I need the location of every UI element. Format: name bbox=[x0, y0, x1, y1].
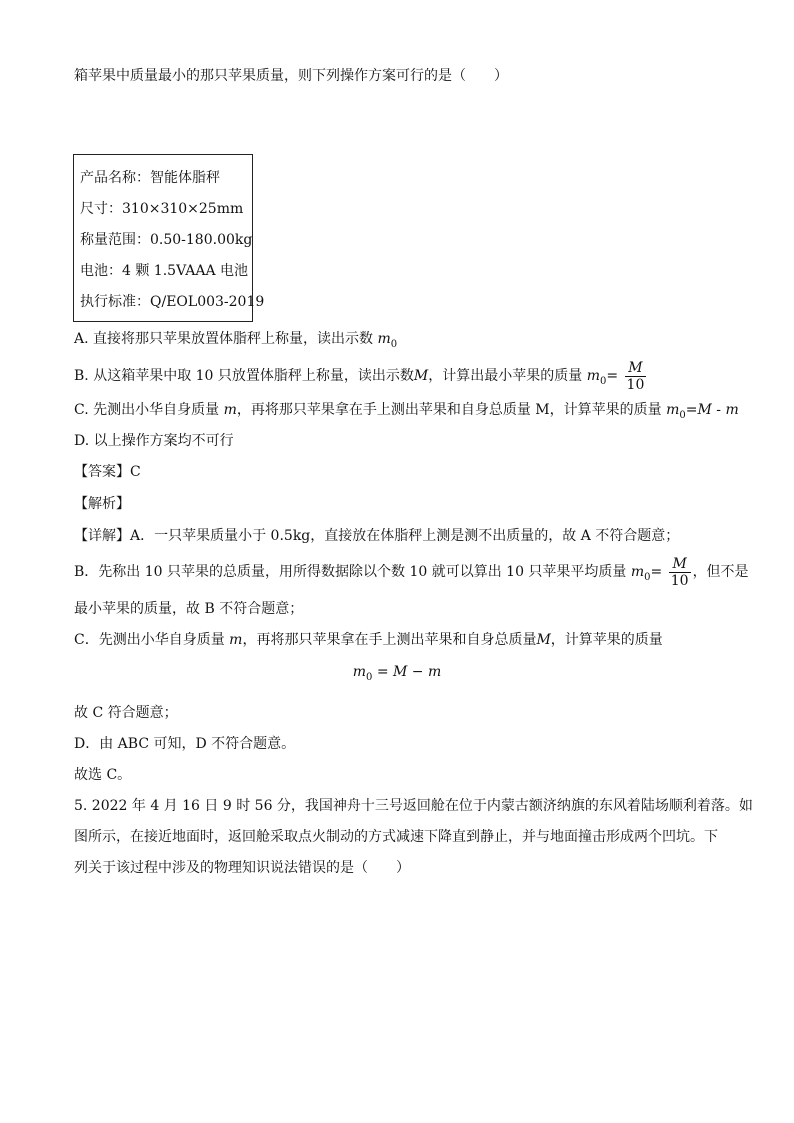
spec-line-range: 称量范围：0.50-180.00kg bbox=[80, 232, 253, 248]
var-m: m bbox=[377, 331, 391, 347]
option-b bbox=[74, 358, 648, 394]
question-intro: 箱苹果中质量最小的那只苹果质量，则下列操作方案可行的是（ ） bbox=[74, 68, 508, 84]
fraction-denominator: 10 bbox=[670, 572, 689, 589]
var-m: m bbox=[352, 664, 367, 680]
equals: = bbox=[606, 368, 619, 384]
var-m: m bbox=[586, 368, 600, 384]
choose-line: 故选 C。 bbox=[74, 767, 132, 783]
option-c bbox=[74, 400, 739, 426]
detail-c-tail: ，计算苹果的质量 bbox=[550, 632, 663, 648]
answer-value: C bbox=[130, 464, 141, 480]
option-a-text: A. 直接将那只苹果放置体脂秤上称量，读出示数 bbox=[74, 331, 374, 347]
equals: = bbox=[650, 564, 663, 580]
var-m: m bbox=[223, 402, 237, 418]
sub-0: 0 bbox=[599, 375, 607, 387]
spec-line-battery: 电池：4 颗 1.5VAAA 电池 bbox=[80, 263, 249, 279]
equals: = bbox=[685, 402, 698, 418]
option-a bbox=[74, 329, 397, 355]
var-m: m bbox=[229, 632, 243, 648]
option-d: D. 以上操作方案均不可行 bbox=[74, 433, 234, 449]
spec-line-standard: 执行标准：Q/EOL003-2019 bbox=[80, 294, 265, 310]
detail-c-line1 bbox=[74, 630, 663, 650]
option-b-text: B. 从这箱苹果中取 10 只放置体脂秤上称量，读出示数 bbox=[74, 368, 414, 384]
var-m: m bbox=[666, 402, 680, 418]
equation-rhs: = M − m bbox=[372, 664, 442, 680]
analysis-label: 【解析】 bbox=[74, 496, 130, 512]
var-M: M bbox=[536, 632, 551, 648]
fraction-numerator: M bbox=[628, 359, 643, 376]
spec-line-size: 尺寸：310×310×25mm bbox=[80, 201, 244, 217]
detail-c-line2: 故 C 符合题意； bbox=[74, 705, 178, 721]
detail-c-text: C．先测出小华自身质量 bbox=[74, 632, 225, 648]
var-M: M bbox=[697, 402, 712, 418]
var-m: m bbox=[630, 564, 645, 580]
fraction-denominator: 10 bbox=[626, 376, 645, 393]
sub-0: 0 bbox=[390, 338, 398, 350]
sub-0: 0 bbox=[679, 409, 686, 421]
detail-b-tail: ，但不是 bbox=[692, 564, 749, 580]
option-c-text: C. 先测出小华自身质量 bbox=[74, 402, 220, 418]
answer-line bbox=[74, 462, 141, 482]
fraction-numerator: M bbox=[672, 555, 687, 572]
option-c-text-2: ，再将那只苹果拿在手上测出苹果和自身总质量 M，计算苹果的质量 bbox=[236, 402, 662, 418]
sub-0: 0 bbox=[644, 571, 651, 583]
detail-b-line2: 最小苹果的质量，故 B 不符合题意； bbox=[74, 601, 304, 617]
question-5-line1: 5. 2022 年 4 月 16 日 9 时 56 分，我国神舟十三号返回舱在位于内蒙古额济纳旗的东风着陆场顺利着落。如 bbox=[74, 798, 753, 814]
product-spec-box bbox=[73, 154, 265, 322]
answer-label: 【答案】 bbox=[74, 464, 130, 480]
spec-line-name: 产品名称：智能体脂秤 bbox=[80, 170, 220, 186]
var-m: m bbox=[725, 402, 739, 418]
fraction-M-over-10 bbox=[625, 360, 647, 393]
detail-d: D．由 ABC 可知，D 不符合题意。 bbox=[74, 736, 296, 752]
var-M: M bbox=[413, 368, 429, 384]
option-b-text-2: ，计算出最小苹果的质量 bbox=[428, 368, 583, 384]
detail-b-text: B．先称出 10 只苹果的总质量，用所得数据除以个数 10 就可以算出 10 只苹果平均质量 bbox=[74, 564, 627, 580]
centered-equation bbox=[0, 664, 794, 683]
sub-0: 0 bbox=[366, 671, 373, 683]
detail-a: 【详解】A．一只苹果质量小于 0.5kg，直接放在体脂秤上测是测不出质量的，故 A 不符合题意； bbox=[74, 528, 680, 544]
question-5-line3: 列关于该过程中涉及的物理知识说法错误的是（ ） bbox=[74, 860, 410, 876]
minus: - bbox=[711, 402, 726, 418]
detail-c-mid: ，再将那只苹果拿在手上测出苹果和自身总质量 bbox=[242, 632, 537, 648]
detail-b-line1 bbox=[74, 554, 749, 590]
question-5-line2: 图所示，在接近地面时，返回舱采取点火制动的方式减速下降直到静止，并与地面撞击形成两个凹坑。下 bbox=[74, 829, 718, 845]
fraction-M-over-10 bbox=[669, 556, 691, 589]
